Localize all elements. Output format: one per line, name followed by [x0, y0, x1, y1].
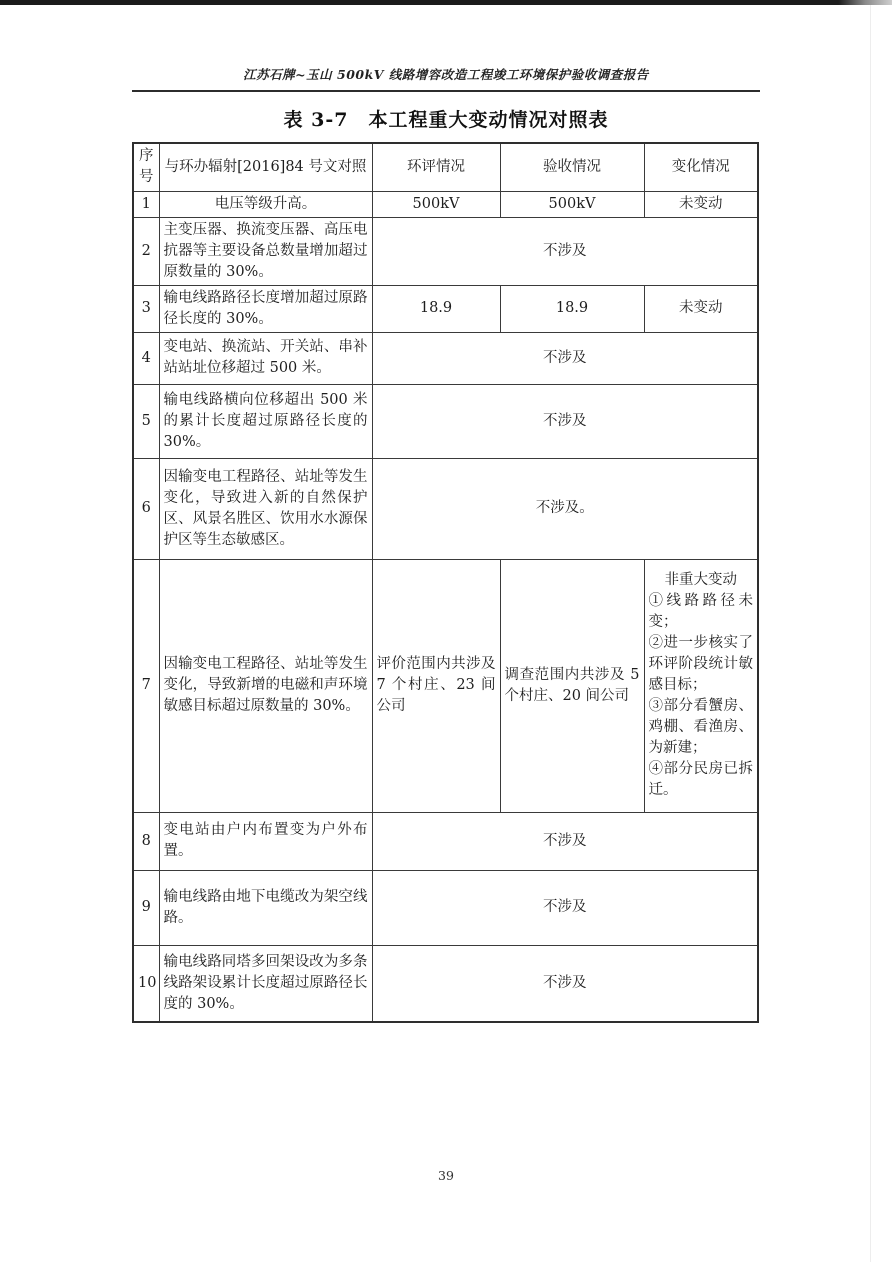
column-header-acceptance: 验收情况 [500, 143, 644, 191]
table-row [133, 812, 758, 870]
merged-not-involved-cell: 不涉及 [372, 384, 758, 458]
item-cell: 输电线路由地下电缆改为架空线路。 [159, 870, 372, 945]
acceptance-cell: 18.9 [500, 285, 644, 332]
table-row [133, 285, 758, 332]
page-number: 39 [438, 1168, 454, 1183]
table-row [133, 870, 758, 945]
table-row [133, 191, 758, 217]
item-cell: 因输变电工程路径、站址等发生变化，导致进入新的自然保护区、风景名胜区、饮用水水源保护区等生态敏感区。 [159, 458, 372, 559]
table-row [133, 217, 758, 285]
major-change-comparison-table [132, 142, 759, 1023]
change-item-2: ②进一步核实了环评阶段统计敏感目标； [648, 635, 753, 693]
merged-not-involved-cell: 不涉及 [372, 870, 758, 945]
row-number: 4 [133, 332, 159, 384]
table-row [133, 945, 758, 1022]
scan-edge-line [870, 5, 871, 1262]
row-number: 1 [133, 191, 159, 217]
document-header-title: 江苏石牌~玉山 500kV 线路增容改造工程竣工环境保护验收调查报告 [243, 67, 649, 82]
row-number: 10 [133, 945, 159, 1022]
merged-not-involved-cell: 不涉及 [372, 217, 758, 285]
row-number: 8 [133, 812, 159, 870]
page-content [132, 5, 760, 1023]
item-cell: 电压等级升高。 [159, 191, 372, 217]
acceptance-cell: 500kV [500, 191, 644, 217]
change-summary: 非重大变动 [664, 572, 737, 588]
column-header-eia: 环评情况 [372, 143, 500, 191]
table-row [133, 559, 758, 812]
merged-not-involved-cell: 不涉及 [372, 812, 758, 870]
eia-cell: 18.9 [372, 285, 500, 332]
change-item-1: ①线路路径未变； [648, 593, 753, 630]
header-rule [132, 90, 760, 92]
item-cell: 变电站由户内布置变为户外布置。 [159, 812, 372, 870]
row-number: 2 [133, 217, 159, 285]
merged-not-involved-cell: 不涉及 [372, 332, 758, 384]
acceptance-cell: 调查范围内共涉及 5 个村庄、20 间公司 [500, 559, 644, 812]
column-header-no: 序号 [133, 143, 159, 191]
eia-cell: 评价范围内共涉及 7 个村庄、23 间公司 [372, 559, 500, 812]
item-cell: 输电线路横向位移超出 500 米的累计长度超过原路径长度的 30%。 [159, 384, 372, 458]
column-header-change: 变化情况 [644, 143, 758, 191]
item-cell: 变电站、换流站、开关站、串补站站址位移超过 500 米。 [159, 332, 372, 384]
merged-not-involved-cell: 不涉及 [372, 945, 758, 1022]
item-cell: 主变压器、换流变压器、高压电抗器等主要设备总数量增加超过原数量的 30%。 [159, 217, 372, 285]
merged-not-involved-cell: 不涉及。 [372, 458, 758, 559]
row-number: 3 [133, 285, 159, 332]
table-title: 表 3-7 本工程重大变动情况对照表 [283, 109, 609, 131]
table-header-row [133, 143, 758, 191]
row-number: 7 [133, 559, 159, 812]
row-number: 5 [133, 384, 159, 458]
change-cell [644, 559, 758, 812]
row-number: 6 [133, 458, 159, 559]
table-row [133, 458, 758, 559]
item-cell: 输电线路同塔多回架设改为多条线路架设累计长度超过原路径长度的 30%。 [159, 945, 372, 1022]
change-item-4: ④部分民房已拆迁。 [648, 761, 753, 798]
change-cell: 未变动 [644, 285, 758, 332]
eia-cell: 500kV [372, 191, 500, 217]
item-cell: 输电线路路径长度增加超过原路径长度的 30%。 [159, 285, 372, 332]
table-row [133, 384, 758, 458]
row-number: 9 [133, 870, 159, 945]
item-cell: 因输变电工程路径、站址等发生变化，导致新增的电磁和声环境敏感目标超过原数量的 30%。 [159, 559, 372, 812]
table-row [133, 332, 758, 384]
change-item-3: ③部分看蟹房、鸡棚、看渔房、为新建； [648, 698, 753, 756]
column-header-item: 与环办辐射[2016]84 号文对照 [159, 143, 372, 191]
change-cell: 未变动 [644, 191, 758, 217]
